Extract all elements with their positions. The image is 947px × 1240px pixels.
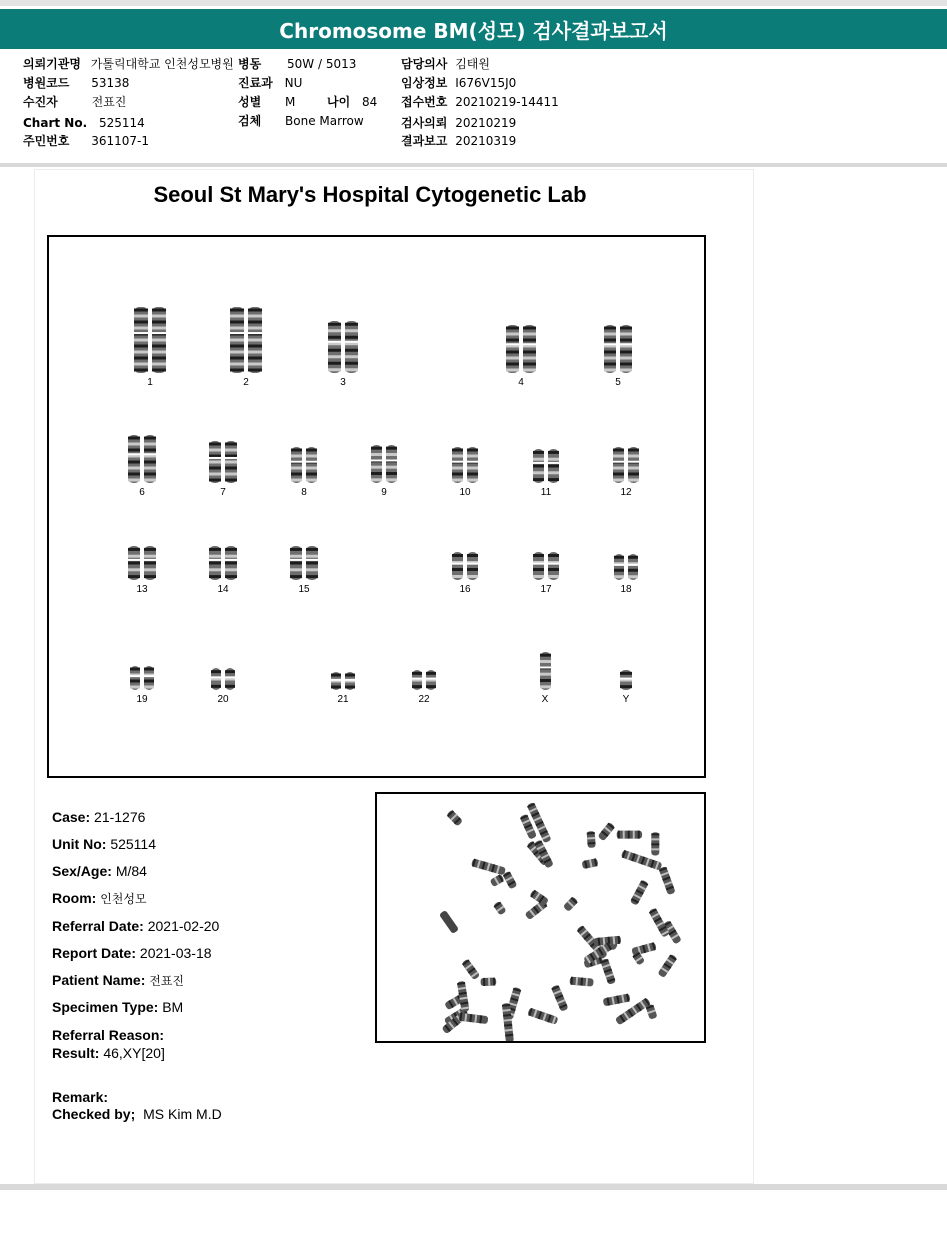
chromosome-pair-4	[504, 323, 538, 375]
remark-label: Remark:	[52, 1089, 109, 1105]
age-label: 나이	[327, 95, 351, 109]
hospital-code-row	[23, 76, 129, 90]
patient-value: 전표진	[91, 95, 127, 109]
sexage-label: Sex/Age:	[52, 863, 112, 879]
dept-label: 진료과	[238, 76, 273, 90]
unit-field	[52, 836, 156, 852]
request-value: 20210219	[455, 116, 517, 130]
doctor-label: 담당의사	[401, 57, 448, 71]
header-divider	[0, 163, 947, 167]
remark-field	[52, 1089, 108, 1105]
top-border	[0, 0, 947, 6]
chromosome-pair-17	[531, 550, 561, 582]
chromosome-label-4: 4	[518, 377, 524, 388]
specimen-label: 검체	[238, 114, 262, 128]
report-title-bar	[0, 9, 947, 49]
chromosome-label-17: 17	[540, 584, 552, 595]
sex-value: M	[285, 95, 296, 109]
chromosome-pair-15	[288, 544, 320, 582]
chromosome-label-18: 18	[620, 584, 632, 595]
chromosome-label-11: 11	[540, 487, 552, 498]
ward-value: 50W / 5013	[287, 57, 357, 71]
chromosome-pair-X	[538, 650, 553, 692]
patient-row	[23, 95, 126, 109]
room-field	[52, 890, 147, 907]
clinical-value: I676V15J0	[455, 76, 517, 90]
chromosome-label-20: 20	[217, 694, 229, 705]
chromosome-label-Y: Y	[622, 694, 630, 705]
id-label: 주민번호	[23, 134, 70, 148]
referral-reason-label: Referral Reason:	[52, 1027, 165, 1043]
patient-name-value: 전표진	[149, 974, 185, 988]
chromosome-pair-22	[410, 668, 438, 692]
case-value: 21-1276	[94, 809, 146, 825]
referral-date-value: 2021-02-20	[147, 918, 220, 934]
chromosome-label-19: 19	[136, 694, 148, 705]
referral-reason-field	[52, 1027, 164, 1043]
chromosome-label-15: 15	[298, 584, 310, 595]
chromosome-pair-6	[126, 433, 158, 485]
result-value: 46,XY[20]	[103, 1045, 165, 1061]
karyogram-panel	[47, 235, 706, 778]
chromosome-pair-11	[531, 447, 561, 485]
chromosome-label-2: 2	[243, 377, 249, 388]
chromosome-pair-10	[450, 445, 480, 485]
checked-value: MS Kim M.D	[143, 1106, 222, 1122]
chromosome-pair-12	[611, 445, 641, 485]
specimen-type-label: Specimen Type:	[52, 999, 159, 1015]
unit-value: 525114	[110, 836, 157, 852]
age-row	[327, 95, 377, 109]
receipt-row	[401, 95, 559, 109]
chromosome-pair-2	[228, 305, 264, 375]
chromosome-label-12: 12	[620, 487, 632, 498]
id-value: 361107-1	[91, 134, 149, 148]
report-date-label: 결과보고	[401, 134, 448, 148]
lab-title: Seoul St Mary's Hospital Cytogenetic Lab	[153, 182, 587, 207]
institution-label: 의뢰기관명	[23, 57, 81, 71]
case-field	[52, 809, 145, 825]
chromosome-pair-7	[207, 439, 239, 485]
report-title: Chromosome BM(성모) 검사결과보고서	[279, 18, 668, 43]
id-row	[23, 134, 149, 148]
report-date-row	[401, 134, 516, 148]
chromosome-pair-18	[612, 552, 640, 582]
sexage-value: M/84	[115, 863, 147, 879]
checked-label: Checked by;	[52, 1106, 136, 1122]
specimen-type-value: BM	[162, 999, 184, 1015]
doctor-value: 김태원	[455, 57, 490, 71]
referral-date-label: Referral Date:	[52, 918, 144, 934]
chromosome-label-13: 13	[136, 584, 148, 595]
chromosome-label-10: 10	[459, 487, 471, 498]
room-value: 인천성모	[100, 892, 147, 906]
chromosome-label-1: 1	[147, 377, 153, 388]
chromosome-label-9: 9	[381, 487, 387, 498]
clinical-label: 임상정보	[401, 76, 448, 90]
sex-row	[238, 95, 295, 109]
chart-value: 525114	[98, 116, 145, 130]
unit-label: Unit No:	[52, 836, 107, 852]
chromosome-label-5: 5	[615, 377, 621, 388]
chromosome-pair-Y	[618, 668, 634, 692]
chromosome-pair-14	[207, 544, 239, 582]
chromosome-pair-3	[326, 319, 360, 375]
chromosome-pair-19	[128, 664, 156, 692]
report-date-field-value: 2021-03-18	[139, 945, 212, 961]
chromosome-label-14: 14	[217, 584, 229, 595]
chromosome-pair-9	[369, 443, 399, 485]
doctor-row	[401, 57, 490, 71]
request-label: 검사의뢰	[401, 116, 448, 130]
specimen-value: Bone Marrow	[285, 114, 364, 128]
age-value: 84	[362, 95, 378, 109]
chromosome-pair-5	[602, 323, 634, 375]
patient-name-label: Patient Name:	[52, 972, 146, 988]
result-label: Result:	[52, 1045, 100, 1061]
footer-divider	[0, 1184, 947, 1190]
chromosome-label-3: 3	[340, 377, 346, 388]
dept-row	[238, 76, 302, 90]
chromosome-pair-16	[450, 550, 480, 582]
referral-date-field	[52, 918, 219, 934]
result-field	[52, 1045, 165, 1061]
institution-row	[23, 57, 234, 71]
request-row	[401, 116, 516, 130]
chromosome-label-6: 6	[139, 487, 145, 498]
institution-value: 가톨릭대학교 인천성모병원	[90, 57, 234, 71]
hospital-code-value: 53138	[91, 76, 130, 90]
chromosome-pair-20	[209, 666, 237, 692]
sexage-field	[52, 863, 147, 879]
chromosome-label-8: 8	[301, 487, 307, 498]
chromosome-label-21: 21	[337, 694, 349, 705]
report-date-value: 20210319	[455, 134, 517, 148]
metaphase-image	[375, 792, 706, 1043]
hospital-code-label: 병원코드	[23, 76, 70, 90]
ward-label: 병동	[238, 57, 262, 71]
patient-name-field	[52, 972, 184, 989]
chromosome-label-22: 22	[418, 694, 430, 705]
specimen-type-field	[52, 999, 183, 1015]
chromosome-pair-8	[289, 445, 319, 485]
metaphase-spread-svg	[377, 794, 704, 1041]
sex-label: 성별	[238, 95, 262, 109]
chromosome-pair-21	[329, 670, 357, 692]
chart-label: Chart No.	[23, 116, 88, 130]
chromosome-pair-13	[126, 544, 158, 582]
specimen-row	[238, 114, 364, 128]
receipt-label: 접수번호	[401, 95, 448, 109]
patient-label: 수진자	[23, 95, 58, 109]
case-label: Case:	[52, 809, 91, 825]
chromosome-label-16: 16	[459, 584, 471, 595]
chart-row	[23, 116, 145, 130]
ward-row	[238, 57, 356, 71]
chromosome-label-X: X	[541, 694, 549, 705]
room-label: Room:	[52, 890, 97, 906]
chromosome-pair-1	[132, 305, 168, 375]
receipt-value: 20210219-14411	[455, 95, 559, 109]
report-date-field-label: Report Date:	[52, 945, 137, 961]
report-date-field	[52, 945, 212, 961]
chromosome-label-7: 7	[220, 487, 226, 498]
dept-value: NU	[284, 76, 303, 90]
clinical-row	[401, 76, 516, 90]
checked-field	[52, 1106, 222, 1122]
